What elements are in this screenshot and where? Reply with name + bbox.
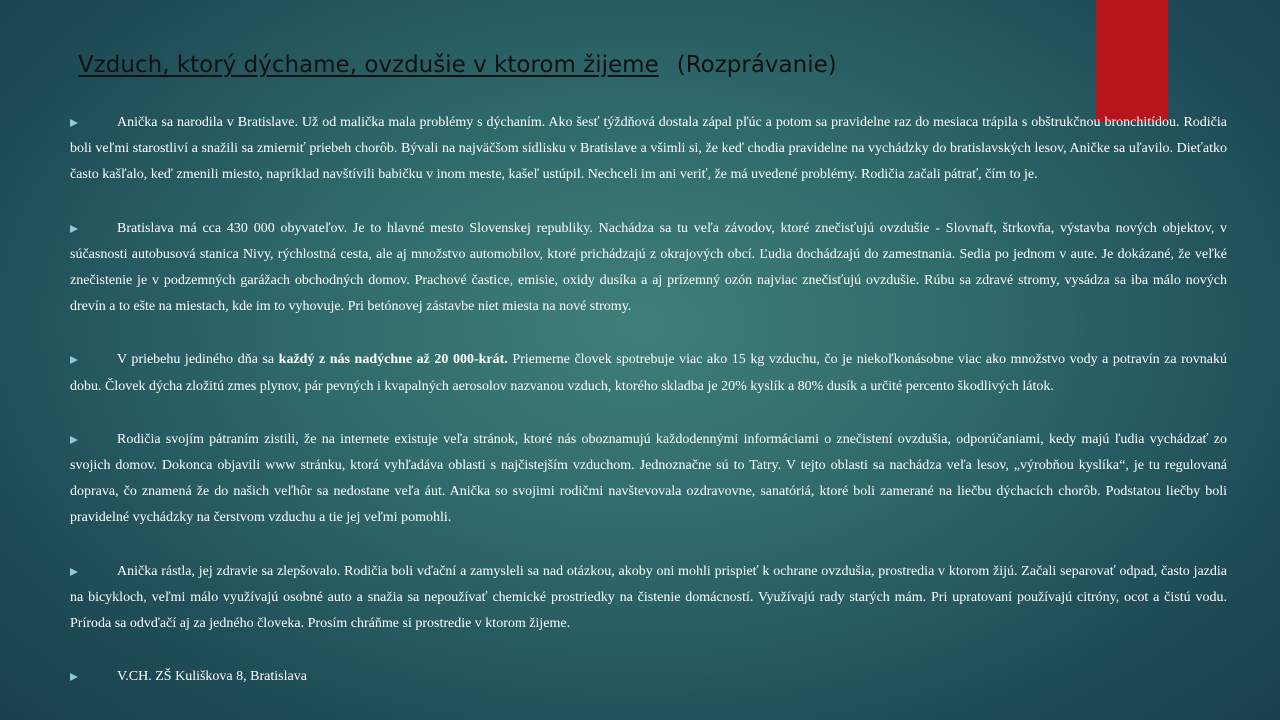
- paragraph-3-text-after: Priemerne človek spotrebuje viac ako 15 kg vzduchu, čo je niekoľkonásobne viac ako množstvo vody a potravín za rovnakú dobu. Človek dýcha zložitú zmes plynov, pár pevných i kvapalných aerosolov nazvanou vzduch, ktorého skladba je 20% kyslík a 80% dusík a určité percento škodlivých látok.: [70, 352, 1227, 394]
- title-main: Vzduch, ktorý dýchame, ovzdušie v ktorom žijeme: [78, 52, 659, 78]
- triangle-arrow-icon: [70, 356, 78, 364]
- paragraph-3-text-before: V priebehu jediného dňa sa: [117, 352, 279, 368]
- paragraph-2: [70, 216, 1227, 321]
- red-accent-bar: [1096, 0, 1168, 122]
- slide-title: [78, 52, 837, 78]
- triangle-arrow-icon: [70, 436, 78, 444]
- triangle-arrow-icon: [70, 119, 78, 127]
- triangle-arrow-icon: [70, 225, 78, 233]
- title-subtitle: (Rozprávanie): [676, 52, 837, 78]
- paragraph-3: [70, 347, 1227, 399]
- paragraph-5: [70, 559, 1227, 638]
- paragraph-3-text-bold: každý z nás nadýchne až 20 000-krát.: [278, 352, 508, 368]
- paragraph-1-text: Anička sa narodila v Bratislave. Už od malička mala problémy s dýchaním. Ako šesť týždňová dostala zápal pľúc a potom sa pravidelne raz do mesiaca trápila s obštrukčnou bronchitídou. Rodičia boli veľmi starostliví a snažili sa zmierniť priebeh chorôb. Bývali na najväčšom sídlisku v Bratislave a všimli si, že keď chodia pravidelne na vychádzky do bratislavských lesov, Aničke sa uľavilo. Dieťatko často kašľalo, keď zmenili miesto, napríklad navštívili babičku v inom meste, kašeľ ustúpil. Nechceli im ani veriť, že má uvedené problémy. Rodičia začali pátrať, čím to je.: [70, 115, 1227, 183]
- paragraph-4-text: Rodičia svojím pátraním zistili, že na internete existuje veľa stránok, ktoré nás oboznamujú každodennými informáciami o znečistení ovzdušia, odporúčaniami, kedy majú ľudia vychádzať zo svojich domov. Dokonca objavili www stránku, ktorá vyhľadáva oblasti s najčistejším vzduchom. Jednoznačne sú to Tatry. V tejto oblasti sa nachádza veľa lesov, „výrobňou kyslíka“, je tu regulovaná doprava, čo znamená že do našich veľhôr sa nedostane veľa áut. Anička so svojimi rodičmi navštevovala ozdravovne, sanatóriá, ktoré boli zamerané na liečbu dýchacích chorôb. Podstatou liečby boli pravidelné vychádzky na čerstvom vzduchu a tie jej veľmi pomohli.: [70, 431, 1227, 526]
- triangle-arrow-icon: [70, 568, 78, 576]
- slide-body: [70, 110, 1227, 690]
- paragraph-5-text: Anička rástla, jej zdravie sa zlepšovalo. Rodičia boli vďační a zamysleli sa nad otázkou, akoby oni mohli prispieť k ochrane ovzdušia, prostredia v ktorom žijú. Začali separovať odpad, často jazdia na bicykloch, veľmi málo využívajú osobné auto a snažia sa nepoužívať chemické prostriedky na čistenie domácností. Využívajú rady starých mám. Pri upratovaní používajú citróny, ocot a čistú vodu. Príroda sa odvďačí aj za jedného človeka. Prosím chráňme si prostredie v ktorom žijeme.: [70, 563, 1227, 632]
- paragraph-4: [70, 427, 1227, 532]
- paragraph-2-text: Bratislava má cca 430 000 obyvateľov. Je to hlavné mesto Slovenskej republiky. Nachádza sa tu veľa závodov, ktoré znečisťujú ovzdušie - Slovnaft, štrkovňa, výstavba nových objektov, v súčasnosti autobusová stanica Nivy, rýchlostná cesta, ale aj množstvo automobilov, ktoré prichádzajú z okrajových obcí. Ľudia dochádzajú do zamestnania. Sedia po jednom v aute. Je dokázané, že veľké znečistenie je v podzemných garážach obchodných domov. Prachové častice, emisie, oxidy dusíka a aj prízemný ozón najviac znečisťujú ovzdušie. Rúbu sa zdravé stromy, vysádza sa iba málo nových drevín a to ešte na miestach, kde im to vyhovuje. Pri betónovej zástavbe niet miesta na nové stromy.: [70, 220, 1227, 315]
- paragraph-1: [70, 110, 1227, 189]
- triangle-arrow-icon: [70, 673, 78, 681]
- paragraph-6-text: V.CH. ZŠ Kuliškova 8, Bratislava: [117, 669, 307, 685]
- paragraph-6: [70, 664, 1227, 690]
